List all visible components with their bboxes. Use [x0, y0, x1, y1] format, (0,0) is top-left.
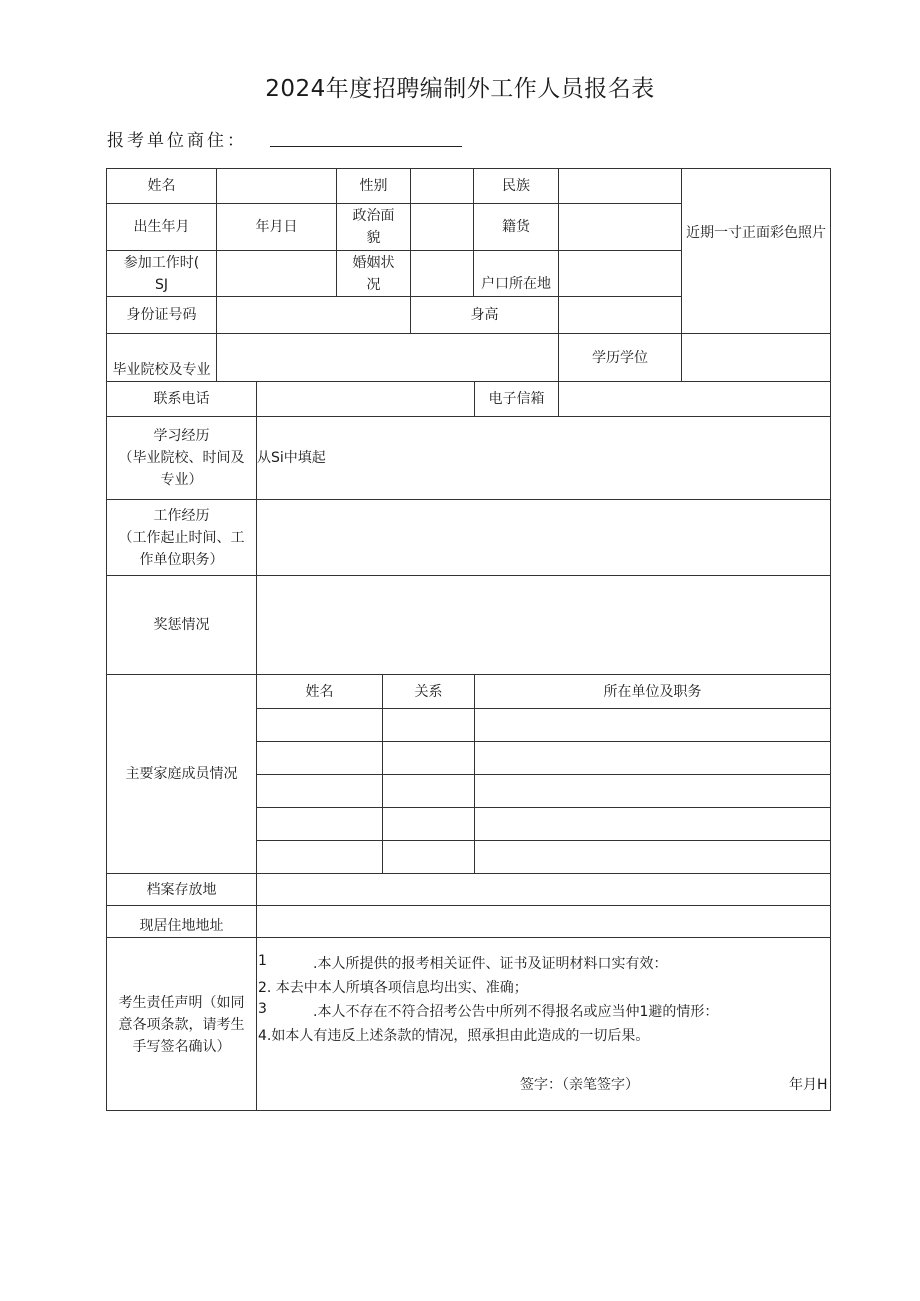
form-title: 2024年度招聘编制外工作人员报名表: [265, 76, 655, 102]
political-label-line2: 貌: [366, 230, 381, 246]
work-start-label-line2: SJ: [154, 276, 168, 293]
family-row-2-unit[interactable]: [475, 742, 830, 774]
family-row-1-relation[interactable]: [383, 709, 474, 741]
family-row-4-name[interactable]: [257, 808, 382, 840]
marital-input[interactable]: [411, 251, 473, 296]
family-row-4-relation[interactable]: [383, 808, 474, 840]
declaration-item-1: .本人所提供的报考相关证件、证书及证明材料口实有效：: [313, 956, 668, 972]
ethnicity-label: 民族: [502, 178, 530, 194]
family-row-2-relation[interactable]: [383, 742, 474, 774]
declaration-label: [107, 938, 256, 1110]
declaration-item-3-number: 3: [258, 1001, 267, 1017]
political-label: [337, 204, 410, 250]
birth-input[interactable]: 年月日: [255, 219, 298, 235]
awards-label: 奖惩情况: [153, 617, 210, 633]
family-row-3-relation[interactable]: [383, 775, 474, 807]
family-row-1-name[interactable]: [257, 709, 382, 741]
family-members-label: 主要家庭成员情况: [125, 766, 238, 782]
school-major-input[interactable]: [217, 334, 558, 381]
degree-input[interactable]: [682, 334, 830, 381]
study-history-line3: 专业）: [160, 472, 203, 488]
family-row-4-unit[interactable]: [475, 808, 830, 840]
work-history-input[interactable]: [257, 500, 830, 575]
birth-label: 出生年月: [133, 219, 190, 235]
declaration-item-4: 4.如本人有违反上述条款的情况，照承担由此造成的一切后果。: [258, 1028, 650, 1044]
family-name-header: 姓名: [305, 683, 334, 700]
declaration-label-line1: 考生责任声明（如同: [118, 995, 245, 1011]
family-relation-header: 关系: [414, 683, 443, 700]
email-input[interactable]: [559, 382, 830, 416]
declaration-item-1-number: 1: [258, 953, 267, 969]
gender-input[interactable]: [411, 169, 473, 203]
work-history-line1: 工作经历: [153, 507, 210, 524]
work-history-line2: （工作起止时间、工: [118, 529, 245, 546]
marital-label-line2: 况: [366, 276, 381, 293]
family-row-1-unit[interactable]: [475, 709, 830, 741]
hukou-label: 户口所在地: [481, 276, 551, 292]
family-row-5-unit[interactable]: [475, 841, 830, 873]
applied-unit-row: [107, 126, 247, 150]
family-row-2-name[interactable]: [257, 742, 382, 774]
work-start-input[interactable]: [217, 251, 336, 296]
work-start-label-line1: 参加工作时(: [123, 254, 200, 271]
political-label-line1: 政治面: [352, 208, 395, 224]
photo-box[interactable]: [682, 216, 830, 296]
height-input[interactable]: [559, 297, 681, 333]
hukou-input[interactable]: [559, 251, 681, 296]
family-row-5-relation[interactable]: [383, 841, 474, 873]
signature-date-field[interactable]: 年月H: [789, 1077, 828, 1093]
photo-label: 近期一寸正面彩色照片: [686, 225, 826, 241]
marital-label: [337, 251, 410, 296]
name-input[interactable]: [217, 169, 336, 203]
family-row-3-name[interactable]: [257, 775, 382, 807]
work-history-line3: 作单位职务）: [139, 551, 224, 568]
email-label: 电子信箱: [488, 391, 545, 407]
study-history-label: [107, 417, 256, 499]
family-row-3-unit[interactable]: [475, 775, 830, 807]
work-start-label: [107, 251, 216, 296]
marital-label-line1: 婚姻状: [352, 254, 395, 271]
phone-input[interactable]: [257, 382, 474, 416]
awards-input[interactable]: [257, 576, 830, 674]
degree-label: 学历学位: [592, 349, 648, 366]
phone-label: 联系电话: [153, 391, 210, 407]
applied-unit-label: 报考单位商住：: [107, 131, 247, 151]
ethnicity-input[interactable]: [559, 169, 681, 203]
political-input[interactable]: [411, 204, 473, 250]
name-label: 姓名: [147, 178, 176, 194]
archive-location-input[interactable]: [257, 874, 830, 905]
study-history-line1: 学习经历: [153, 428, 210, 444]
family-unit-header: 所在单位及职务: [603, 683, 702, 700]
declaration-item-3: .本人不存在不符合招考公告中所列不得报名或应当仲1避的情形：: [313, 1004, 719, 1020]
study-history-line2: （毕业院校、时间及: [118, 450, 245, 466]
id-number-input[interactable]: [217, 297, 410, 333]
school-major-label: 毕业院校及专业: [112, 362, 211, 378]
archive-location-label: 档案存放地: [146, 881, 217, 898]
native-place-input[interactable]: [559, 204, 681, 250]
declaration-item-2: 2. 本去中本人所填各项信息均出实、准确；: [258, 980, 528, 996]
height-label: 身高: [470, 307, 499, 323]
applied-unit-blank[interactable]: [270, 146, 462, 147]
id-number-label: 身份证号码: [126, 307, 197, 323]
address-label: 现居住地地址: [139, 918, 224, 934]
declaration-label-line2: 意各项条款，请考生: [118, 1017, 245, 1033]
signature-field[interactable]: 签字：（亲笔签字）: [520, 1077, 639, 1093]
gender-label: 性别: [359, 178, 388, 194]
study-history-input[interactable]: 从Si中填起: [257, 450, 326, 466]
family-row-5-name[interactable]: [257, 841, 382, 873]
native-place-label: 籍货: [502, 219, 530, 235]
address-input[interactable]: [257, 906, 830, 937]
work-history-label: [107, 500, 256, 575]
declaration-label-line3: 手写签名确认）: [132, 1039, 231, 1055]
